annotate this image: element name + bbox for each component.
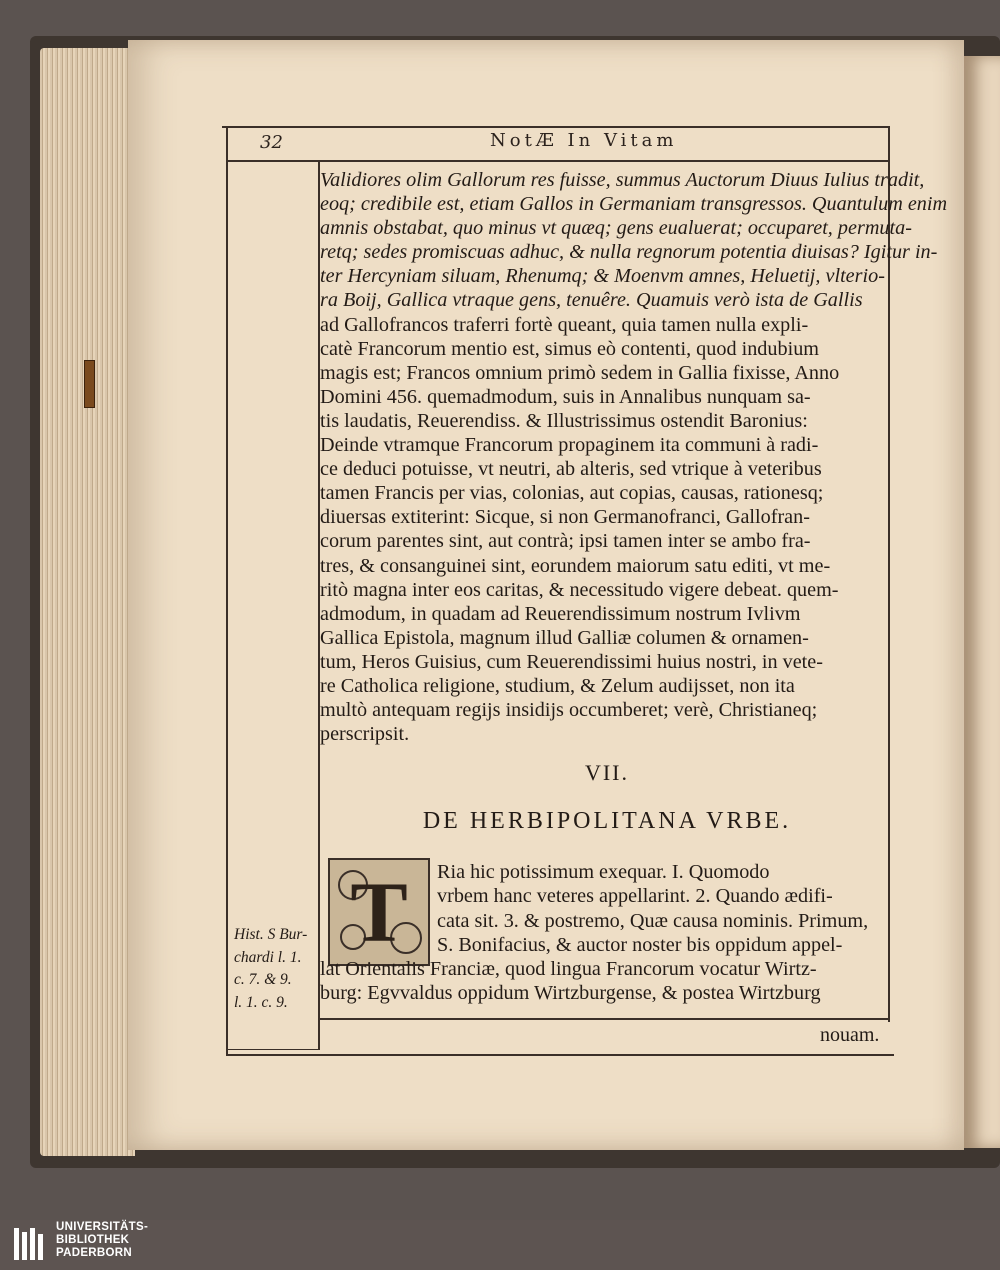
body-line: Deinde vtramque Francorum propaginem ita communi à radi- — [320, 434, 819, 457]
body-line: corum parentes sint, aut contrà; ipsi tamen inter se ambo fra- — [320, 530, 811, 553]
body-line: tres, & consanguinei sint, eorundem maiorum satu editi, vt me- — [320, 554, 831, 577]
body-line: ter Hercyniam siluam, Rhenumq; & Moenvm amnes, Heluetij, vlterio- — [320, 265, 885, 288]
body-line: admodum, in quadam ad Reuerendissimum nostrum Ivlivm — [320, 602, 801, 625]
body-paragraph — [320, 168, 948, 746]
section-title: DE HERBIPOLITANA VRBE. — [422, 808, 792, 834]
paragraph-line: cata sit. 3. & postremo, Quæ causa nominis. Primum, — [437, 909, 869, 932]
logo-line: BIBLIOTHEK — [56, 1234, 130, 1246]
body-line: retq; sedes promiscuas adhuc, & nulla regnorum potentia diuisas? Igitur in- — [320, 241, 938, 264]
margin-note — [234, 924, 316, 1014]
margin-note-line: chardi l. 1. — [234, 948, 302, 966]
header-rule — [226, 160, 888, 162]
drop-cap-letter: T — [350, 864, 408, 960]
paragraph-line: vrbem hanc veteres appellarint. 2. Quando ædifi- — [437, 885, 833, 908]
body-line: ce deduci potuisse, vt neutri, ab alteris, sed vtrique à veteribus — [320, 458, 822, 481]
library-logo-text — [56, 1221, 148, 1260]
logo-line: UNIVERSITÄTS- — [56, 1221, 149, 1233]
paragraph-line: burg: Egvvaldus oppidum Wirtzburgense, & postea Wirtzburg — [320, 982, 821, 1005]
body-line: perscripsit. — [320, 723, 410, 746]
facing-page-edge — [964, 56, 1000, 1148]
body-line: Gallica Epistola, magnum illud Galliæ columen & ornamen- — [320, 626, 809, 649]
body-line: Domini 456. quemadmodum, suis in Annalibus nunquam sa- — [320, 385, 811, 408]
page-edges — [40, 48, 135, 1156]
body-line: amnis obstabat, quo minus vt quæq; gens eualuerat; occuparet, permuta- — [320, 217, 912, 240]
frame-top-rule — [222, 126, 890, 128]
outer-bottom-rule — [226, 1054, 894, 1056]
section-paragraph — [320, 860, 894, 1006]
body-line: catè Francorum mentio est, simus eò contenti, quod indubium — [320, 337, 819, 360]
margin-note-line: Hist. S Bur- — [234, 926, 308, 943]
margin-note-line: c. 7. & 9. — [234, 971, 292, 988]
paragraph-line: lat Orientalis Franciæ, quod lingua Francorum vocatur Wirtz- — [320, 958, 817, 981]
body-line: tum, Heros Guisius, cum Reuerendissimi huius nostri, in vete- — [320, 650, 823, 673]
paragraph-line: Ria hic potissimum exequar. I. Quomodo — [437, 861, 770, 883]
body-line: Validiores olim Gallorum res fuisse, summus Auctorum Diuus Iulius tradit, — [320, 169, 925, 191]
inner-bottom-rule — [226, 1049, 320, 1050]
body-line: ad Gallofrancos traferri fortè queant, quia tamen nulla expli- — [320, 313, 809, 336]
body-line: ritò magna inter eos caritas, & necessitudo vigere debeat. quem- — [320, 578, 839, 601]
body-line: ra Boij, Gallica vtraque gens, tenuêre. Quamuis verò ista de Gallis — [320, 289, 863, 312]
frame-left-rule — [226, 126, 228, 1056]
body-line: tis laudatis, Reuerendiss. & Illustrissimus ostendit Baronius: — [320, 409, 808, 432]
bookmark-tab — [84, 360, 95, 408]
body-line: tamen Francis per vias, colonias, aut copias, causas, rationesq; — [320, 482, 824, 505]
frame-bottom-rule — [320, 1018, 890, 1020]
body-line: magis est; Francos omnium primò sedem in Gallia fixisse, Anno — [320, 361, 840, 384]
paragraph-line: S. Bonifacius, & auctor noster bis oppidum appel- — [437, 933, 843, 956]
running-head: NotÆ In Vitam — [490, 130, 678, 151]
logo-line: PADERBORN — [56, 1247, 132, 1259]
body-line: re Catholica religione, studium, & Zelum audijsset, non ita — [320, 674, 795, 697]
body-line: eoq; credibile est, etiam Gallos in Germaniam transgressos. Quantulum enim — [320, 193, 948, 216]
page-number: 32 — [260, 132, 283, 153]
margin-note-line: l. 1. c. 9. — [234, 993, 288, 1011]
section-number: VII. — [584, 760, 630, 785]
body-line: multò antequam regijs insidijs occumberet; verè, Christianeq; — [320, 699, 818, 722]
body-line: diuersas extiterint: Sicque, si non Germanofranci, Gallofran- — [320, 506, 810, 529]
footer-bar — [0, 1220, 1000, 1270]
library-logo-icon — [12, 1224, 48, 1264]
catchword: nouam. — [820, 1024, 880, 1046]
